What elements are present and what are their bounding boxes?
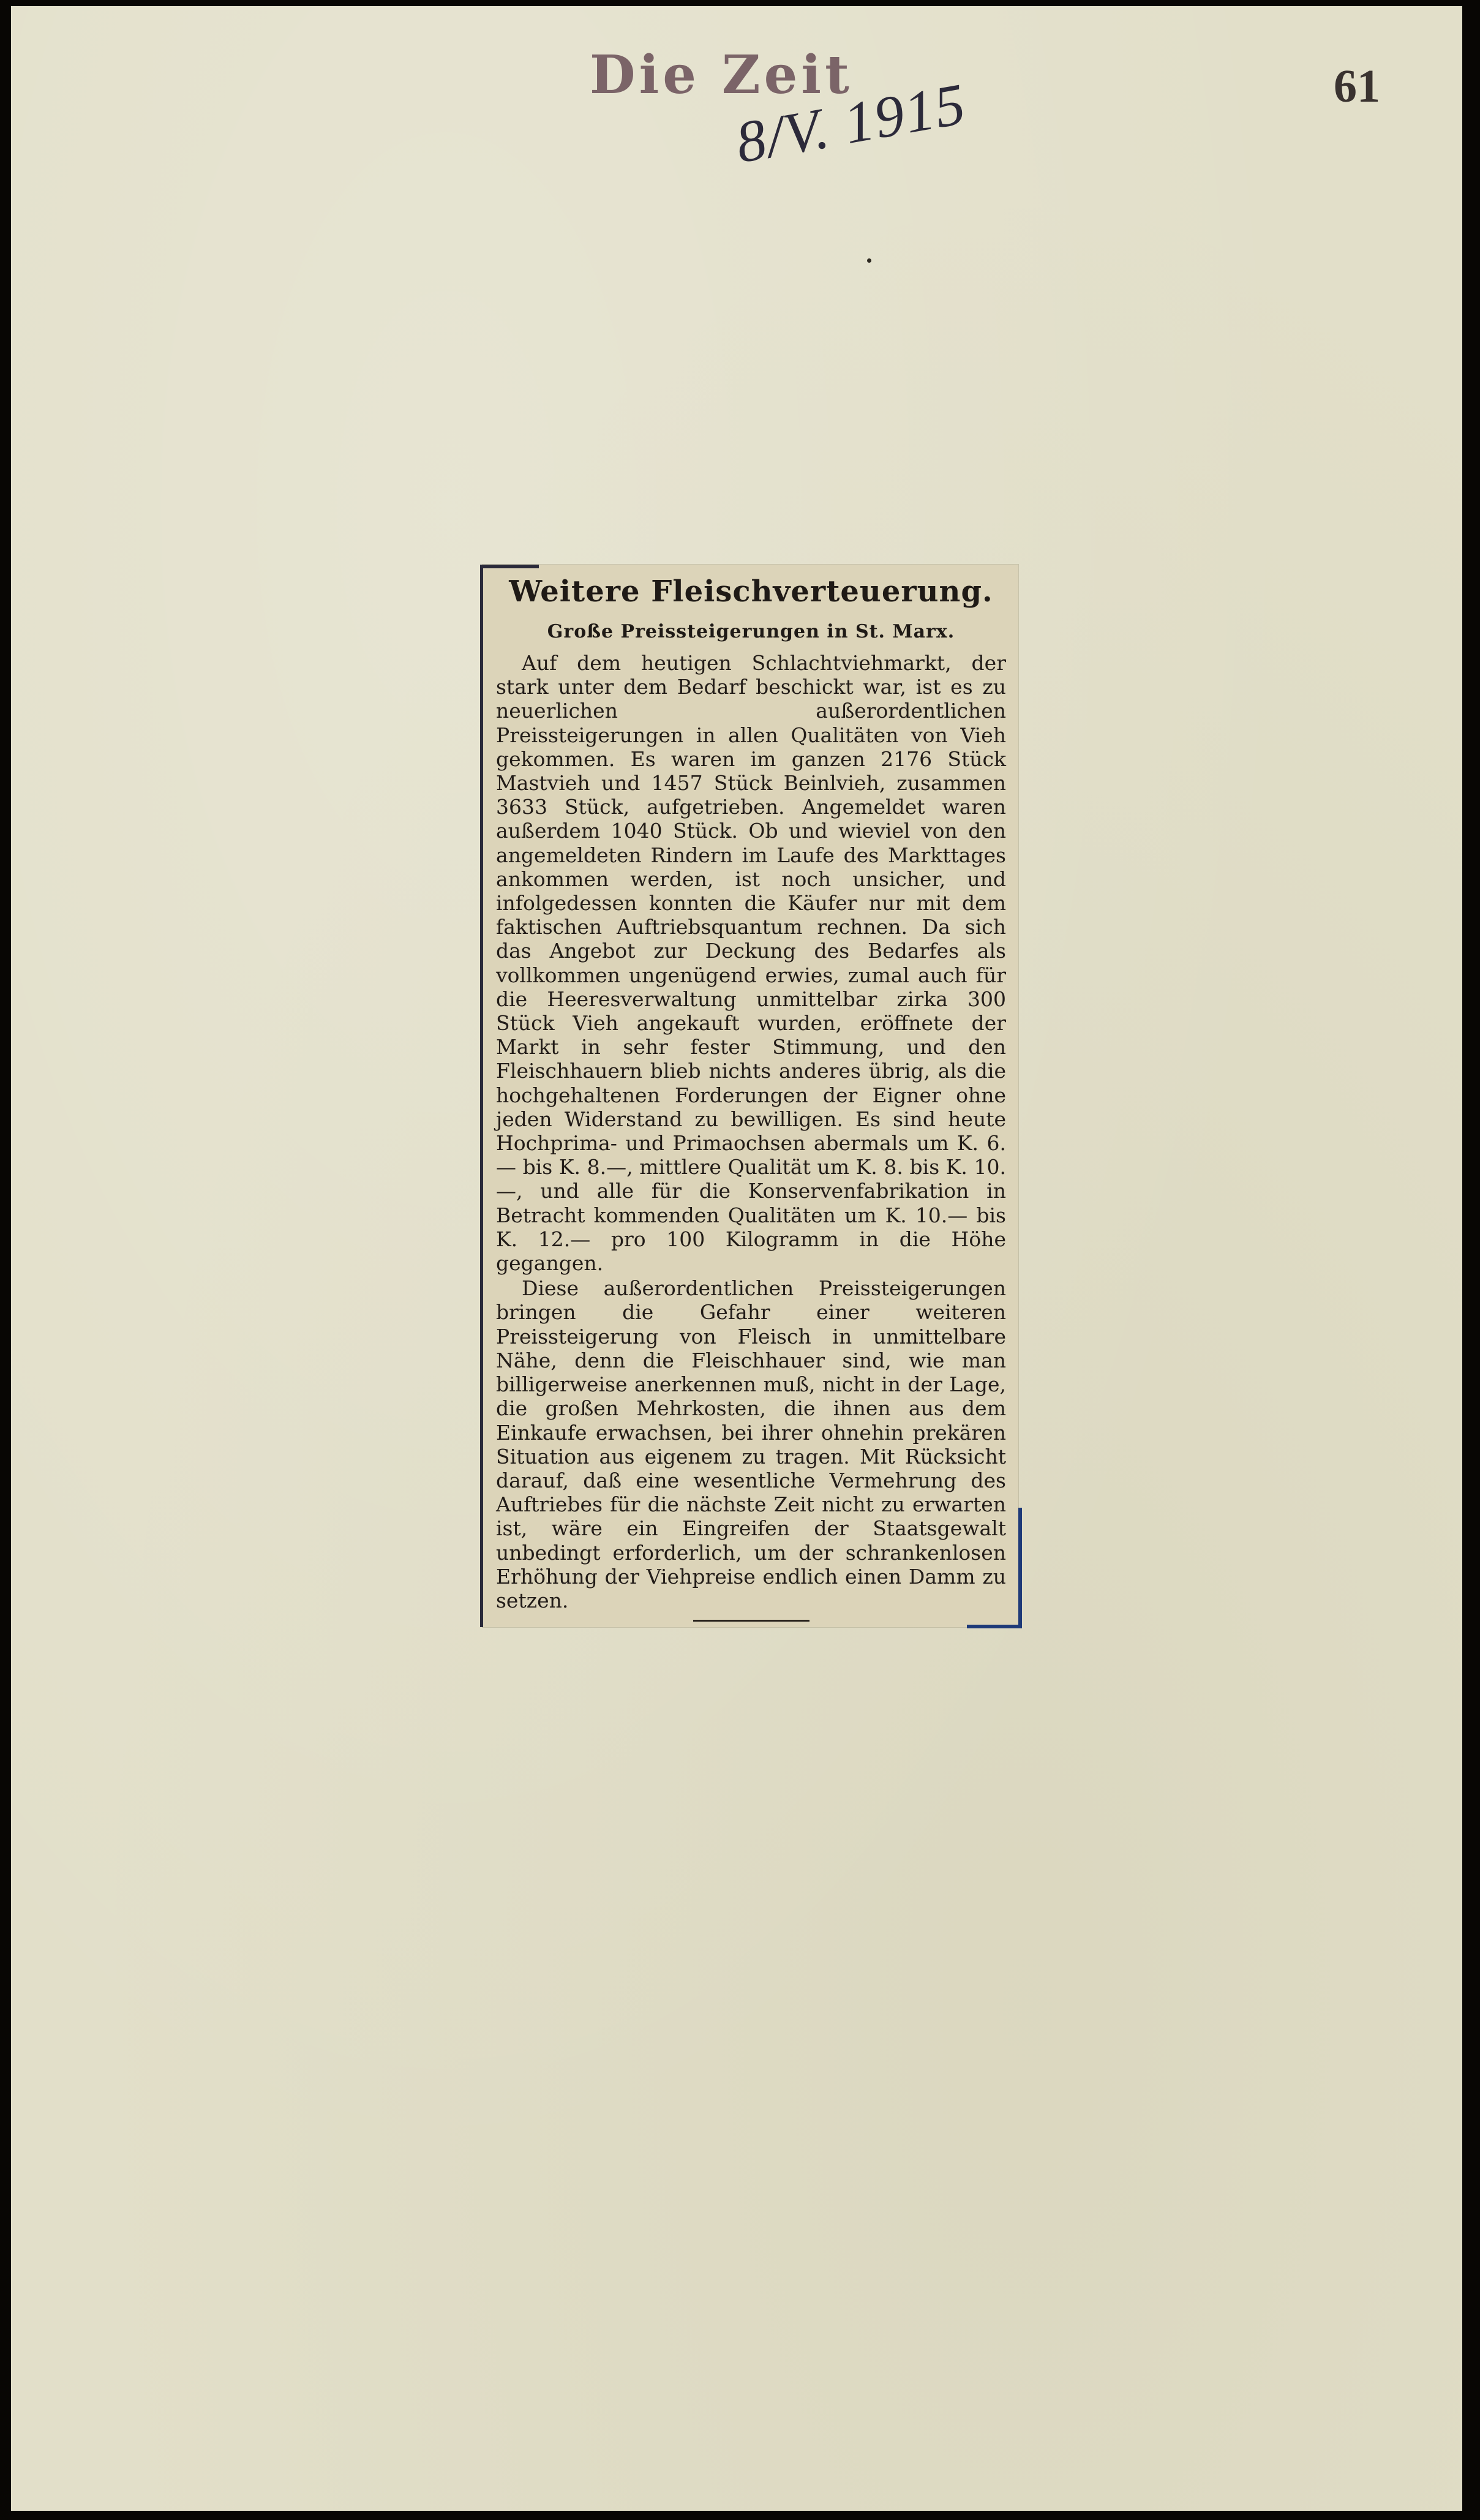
handwritten-date: 8/V. 1915 [731,70,971,176]
ink-speck [867,258,871,263]
clipping-bottom-border [967,1625,1022,1628]
clipping-left-border [480,565,483,1627]
clipping-top-border [480,565,539,568]
article-subheadline: Große Preissteigerungen in St. Marx. [547,621,955,642]
clipping-right-border [1018,1508,1022,1627]
article-paragraph: Diese außerordentlichen Preissteigerungen bringen die Gefahr einer weiteren Preissteigerung von Fleisch in unmittelbare Nähe, denn die Fleischhauer sind, wie man billigerweise anerkennen muß, nicht in der Lage, die großen Mehrkosten, die ihnen aus dem Einkaufe erwachsen, bei ihrer ohnehin prekären Situation aus eigenem zu tragen. Mit Rücksicht darauf, daß eine wesentliche Vermehrung des Auftriebes für die nächste Zeit nicht zu erwarten ist, wäre ein Eingreifen der Staatsgewalt unbedingt erforderlich, um der schrankenlosen Erhöhung der Viehpreise endlich einen Damm zu setzen. [496,1276,1006,1612]
article-end-rule [693,1620,809,1622]
article-paragraph: Auf dem heutigen Schlachtviehmarkt, der stark unter dem Bedarf beschickt war, ist es zu neuerlichen außerordentlichen Preissteigerungen in allen Qualitäten von Vieh gekommen. Es waren im ganzen 2176 Stück Mastvieh und 1457 Stück Beinlvieh, zusammen 3633 Stück, aufgetrieben. Angemeldet waren außerdem 1040 Stück. Ob und wieviel von den angemeldeten Rindern im Laufe des Markttages ankommen werden, ist noch unsicher, und infolgedessen konnten die Käufer nur mit dem faktischen Auftriebsquantum rechnen. Da sich das Angebot zur Deckung des Bedarfes als vollkommen ungenügend erwies, zumal auch für die Heeresverwaltung unmittelbar zirka 300 Stück Vieh angekauft wurden, eröffnete der Markt in sehr fester Stimmung, und den Fleischhauern blieb nichts anderes übrig, als die hochgehaltenen Forderungen der Eigner ohne jeden Widerstand zu bewilligen. Es sind heute Hochprima- und Primaochsen abermals um K. 6.— bis K. 8.—, mittlere Qualität um K. 8. bis K. 10.—, und alle für die Konservenfabrikation in Betracht kommenden Qualitäten um K. 10.— bis K. 12.— pro 100 Kilogramm in die Höhe gegangen. [496,651,1006,1276]
page-number: 61 [1334,61,1380,112]
publication-stamp: Die Zeit [590,44,853,106]
newspaper-clipping [483,565,1018,1627]
archive-sheet [11,6,1462,2511]
article-headline: Weitere Fleischverteuerung. [509,574,993,609]
